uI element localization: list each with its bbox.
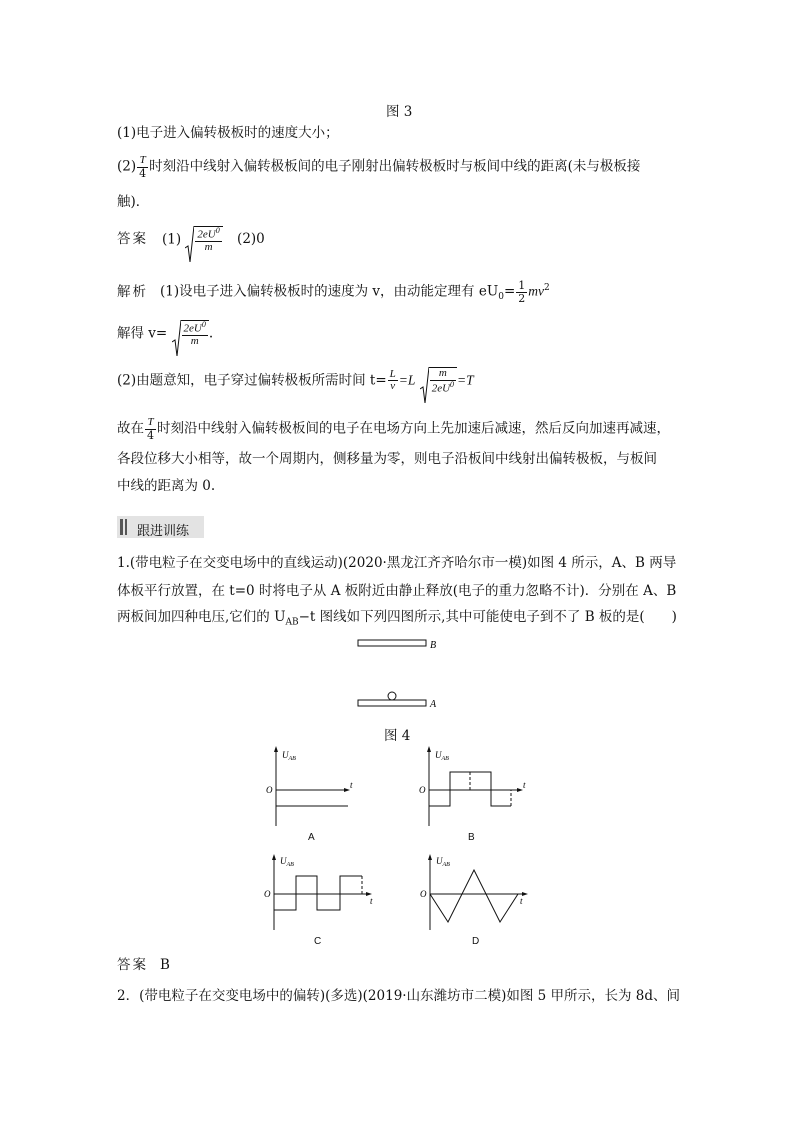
solution-line-1: 解析 (1)设电子进入偏转极板时的速度为 v，由动能定理有 $eU_0=$ $\frac{1}{2}$ $mv^2$ bbox=[117, 279, 550, 305]
electron bbox=[388, 692, 396, 700]
y-axis-label: $U_{AB}$ bbox=[282, 750, 296, 762]
svg-text:UAB: $U_{AB}$ bbox=[280, 856, 294, 868]
sqrt-expression: $\frac{m}{2eU^0}$ bbox=[420, 367, 457, 395]
svg-text:t: t bbox=[520, 896, 523, 906]
figure-3-caption: 图 3 bbox=[386, 104, 413, 120]
problem-2-line-1: 2．(带电粒子在交变电场中的偏转)(多选)(2019·山东潍坊市二模)如图 5 甲所示，长为 8d、间 bbox=[117, 988, 681, 1004]
graph-d bbox=[418, 852, 538, 936]
answer-1: 答案 B bbox=[117, 957, 170, 973]
plate-a bbox=[358, 700, 426, 706]
solution-line-2: 解得 v= $\frac{2eU^0}{m}$ . bbox=[117, 320, 213, 348]
voltage-trace bbox=[430, 870, 518, 922]
svg-text:O: O bbox=[419, 785, 426, 795]
svg-text:O: O bbox=[264, 889, 271, 899]
voltage-trace bbox=[274, 876, 362, 910]
origin-label: O bbox=[266, 785, 273, 795]
section-banner bbox=[117, 516, 204, 538]
problem-1-line-1: 1.(带电粒子在交变电场中的直线运动)(2020·黑龙江齐齐哈尔市一模)如图 4 所示，A、B 两导 bbox=[117, 555, 677, 571]
problem-1-line-3: 两板间加四种电压,它们的 $U_{AB}-t$ 图线如下列四图所示,其中可能使电子到不了 B 板的是( ) bbox=[117, 609, 677, 628]
svg-text:UAB: $U_{AB}$ bbox=[436, 856, 450, 868]
solution-line-3: (2)由题意知，电子穿过偏转极板所需时间 t= $\frac{L}{v}$ =L $\frac{m}{2eU^0}$ =T bbox=[117, 367, 474, 395]
sqrt-expression: $\frac{2eU^0}{m}$ bbox=[185, 226, 222, 254]
question-2: (2) $\frac{T}{4}$ 时刻沿中线射入偏转极板间的电子刚射出偏转极板时与板间中线的距离(未与极板接 bbox=[117, 154, 641, 180]
graph-a-label: A bbox=[308, 832, 315, 843]
solution-line-6: 中线的距离为 0. bbox=[117, 478, 216, 494]
svg-text:t: t bbox=[370, 896, 373, 906]
solution-line-4: 故在 $\frac{T}{4}$ 时刻沿中线射入偏转极板间的电子在电场方向上先加速后减速，然后反向加速再减速， bbox=[117, 416, 670, 442]
question-2-cont: 触)． bbox=[117, 194, 150, 210]
svg-text:UAB: $U_{AB}$ bbox=[435, 750, 449, 762]
graph-b bbox=[417, 744, 537, 844]
plate-b bbox=[358, 640, 426, 646]
answer-block: 答案 (1) $\frac{2eU^0}{m}$ (2)0 bbox=[117, 226, 265, 254]
question-1: (1)电子进入偏转极板时的速度大小； bbox=[117, 125, 339, 141]
x-axis-label: t bbox=[350, 780, 353, 790]
graph-c bbox=[262, 852, 382, 936]
section-title: 跟进训练 bbox=[137, 524, 190, 539]
problem-1-line-2: 体板平行放置，在 t=0 时将电子从 A 板附近由静止释放(电子的重力忽略不计)．分别在 A、B bbox=[117, 583, 677, 599]
figure-4-plates bbox=[350, 636, 450, 716]
solution-line-5: 各段位移大小相等，故一个周期内，侧移量为零，则电子沿板间中线射出偏转极板，与板间 bbox=[117, 451, 657, 467]
figure-4-caption: 图 4 bbox=[384, 728, 411, 744]
svg-text:O: O bbox=[420, 889, 427, 899]
sqrt-expression: $\frac{2eU^0}{m}$ bbox=[172, 320, 209, 348]
graph-c-label: C bbox=[314, 936, 322, 947]
plate-a-label: A bbox=[430, 699, 437, 710]
graph-d-label: D bbox=[472, 936, 480, 947]
graph-b-label: B bbox=[468, 832, 475, 843]
plate-b-label: B bbox=[430, 640, 437, 651]
graph-a bbox=[262, 744, 362, 844]
svg-text:t: t bbox=[523, 780, 526, 790]
